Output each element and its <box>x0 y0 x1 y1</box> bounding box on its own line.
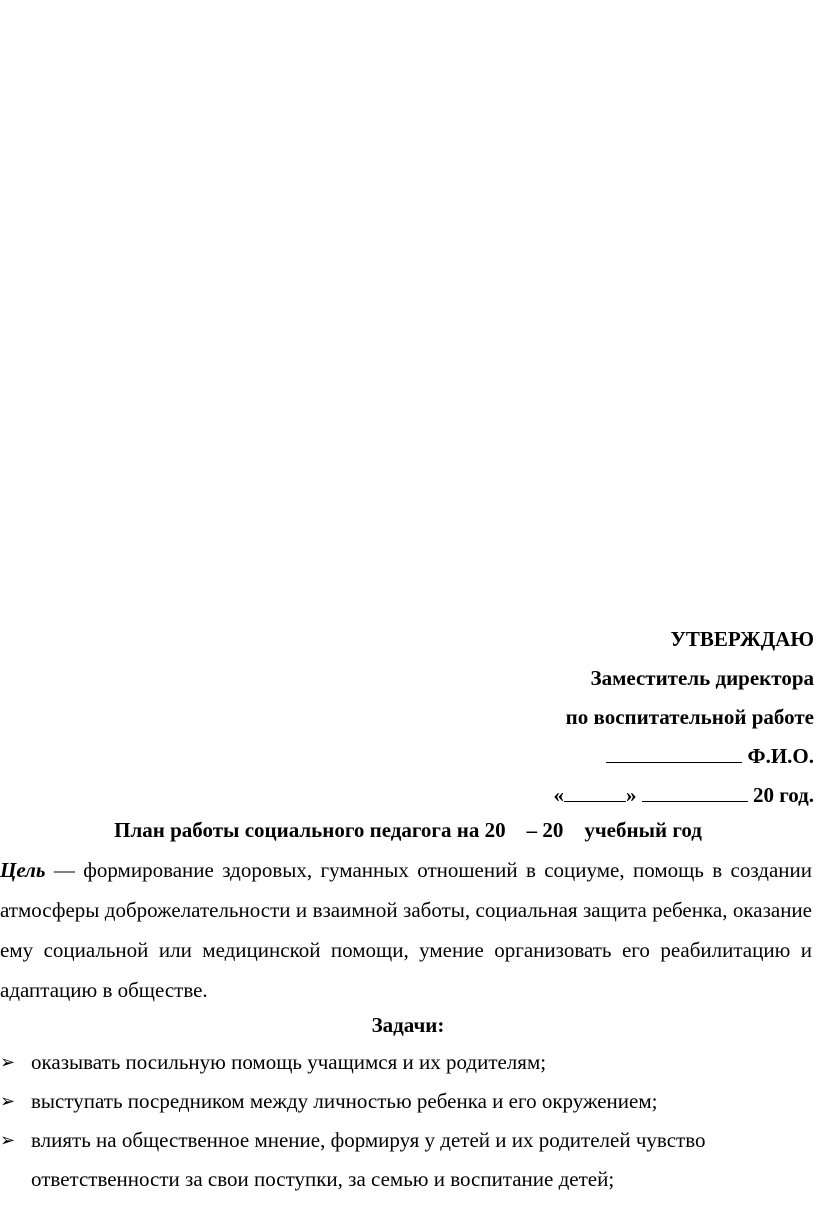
arrowhead-bullet-icon: ➢ <box>0 1091 16 1112</box>
task-text: влиять на общественное мнение, формируя у детей и их родителей чувство ответственности за свои поступки, за семью и воспитание детей; <box>31 1128 706 1191</box>
date-day-blank <box>564 783 626 802</box>
tasks-heading: Задачи: <box>371 1013 445 1037</box>
goal-term: Цель <box>0 858 46 882</box>
approval-heading: УТВЕРЖДАЮ <box>670 627 814 651</box>
date-open-quote: « <box>553 783 564 807</box>
approval-block <box>354 620 814 815</box>
goal-text: — формирование здоровых, гуманных отношений в социуме, помощь в создании атмосферы доброжелательности и взаимной заботы, социальная защита ребенка, оказание ему социальной или медицинской помощи, умение организовать его реабилитацию и адаптацию в обществе. <box>0 858 812 1002</box>
signature-name: Ф.И.О. <box>747 744 814 768</box>
list-item <box>0 1082 816 1121</box>
task-text: оказывать посильную помощь учащимся и их родителям; <box>31 1050 547 1074</box>
approval-position-line-1: Заместитель директора <box>590 666 814 690</box>
date-year: 20 год. <box>752 783 814 807</box>
date-month-blank <box>642 783 748 802</box>
date-close-quote: » <box>625 783 637 807</box>
plan-title: План работы социального педагога на 20 – 20 учебный год <box>114 818 702 842</box>
date-line <box>354 776 814 815</box>
list-item <box>0 1121 816 1199</box>
task-text: выступать посредником между личностью ребенка и его окружением; <box>31 1089 658 1113</box>
approval-position-line-2: по воспитательной работе <box>565 705 814 729</box>
goal-paragraph <box>0 850 812 1010</box>
signature-blank <box>606 744 742 763</box>
list-item <box>0 1043 816 1082</box>
arrowhead-bullet-icon: ➢ <box>0 1052 16 1073</box>
tasks-list <box>0 1043 816 1199</box>
signature-line <box>354 737 814 776</box>
arrowhead-bullet-icon: ➢ <box>0 1130 16 1151</box>
